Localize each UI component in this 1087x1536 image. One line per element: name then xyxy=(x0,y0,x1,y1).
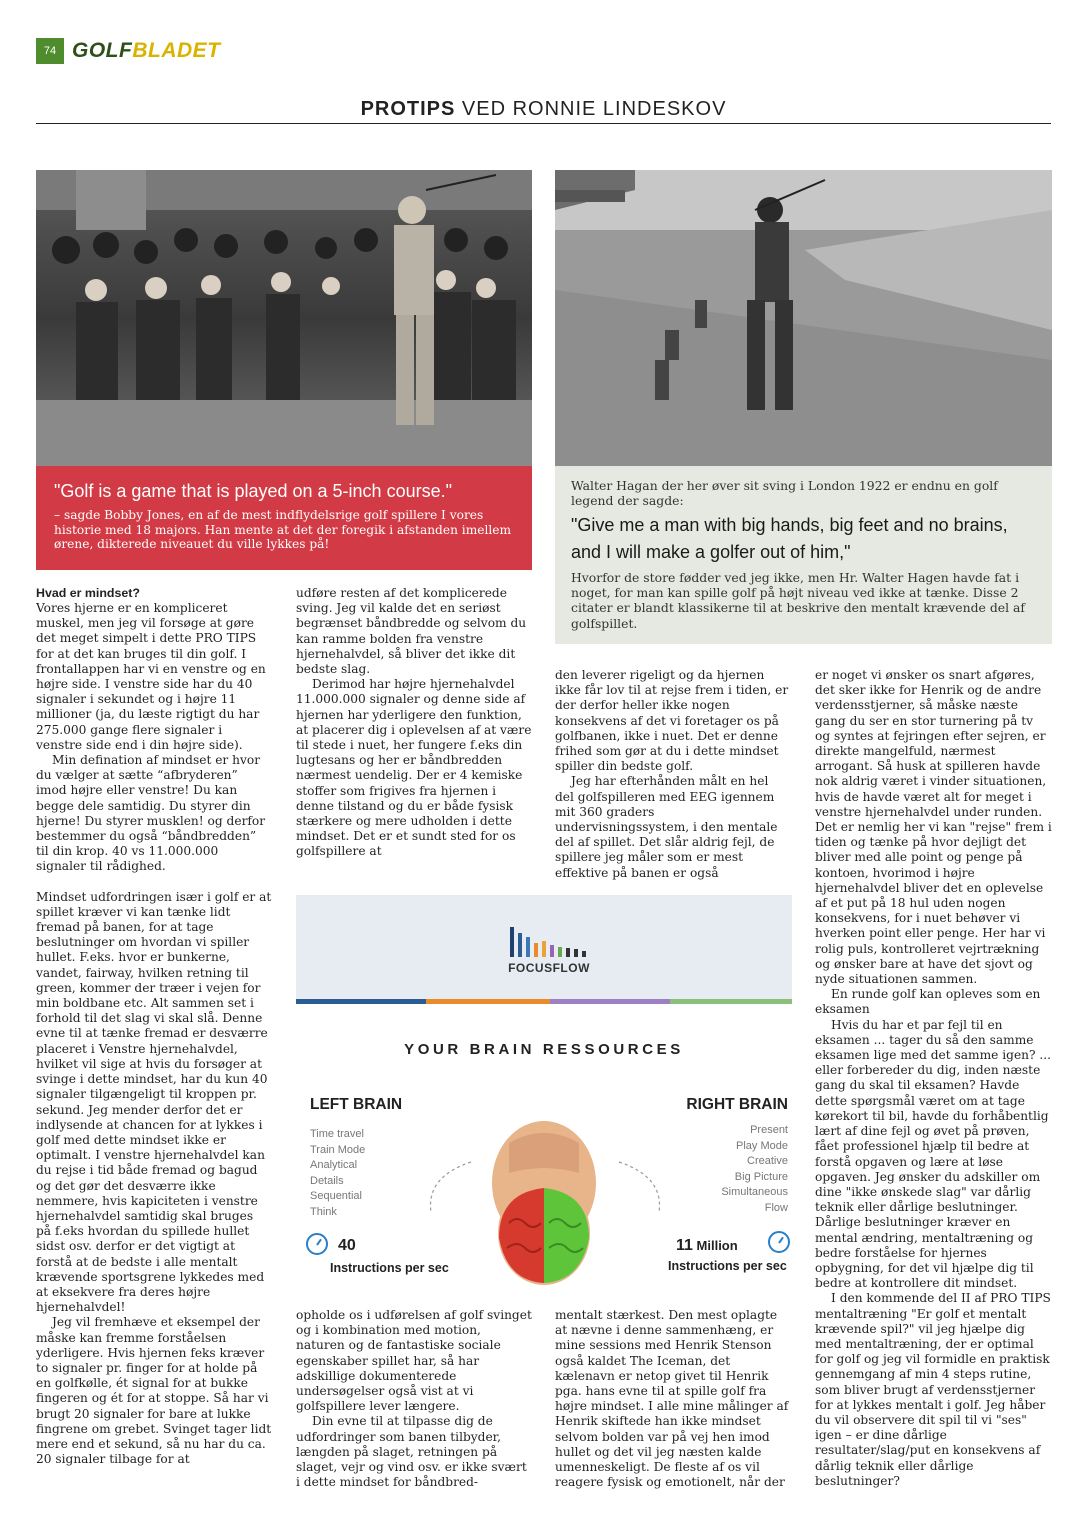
paragraph: Jeg vil fremhæve et eksempel der måske kan fremme forståelsen yderligere. Hvis hjernen feks kræver to signaler pr. finger for at holde på en golfkølle, ét signal for at bukke fingeren og ét for at stoppe. Så har vi brugt 20 signaler for bare at lukke fingrene om grebet. Svinget tager lidt mere end et sekund, så nu har du ca. 20 signaler tilbage for at xyxy=(36,1315,272,1467)
brand-name: FOCUSFLOW xyxy=(508,961,590,975)
quote-box-walter-hagen xyxy=(555,466,1052,644)
paragraph: I den kommende del II af PRO TIPS mentaltræning "Er golf et mentalt krævende spil?" vil jeg hjælpe dig med mentaltræning, der er optimal for golf og jeg vil formidle en praktisk gennemgang af min 4 steps rutine, som bliver brugt af verdensstjerner for at lykkes mentalt i golf. Jeg håber du vil observere dit spil til vi "ses" igen – er dine dårlige resultater/slag/put en konsekvens af dårlig teknik eller dårlige beslutninger? xyxy=(815,1291,1051,1488)
quote-explanation: Hvorfor de store fødder ved jeg ikke, men Hr. Walter Hagen havde fat i noget, for man kan spille golf på højt niveau ved ikke at tænke. Disse 2 citater er blandt klassikerne til at beskrive den mentalt krævende del af golfspillet. xyxy=(571,570,1025,631)
paragraph: Jeg har efterhånden målt en hel del golfspilleren med EEG igennem mit 360 graders undervisningssystem, i den mentale del af spillet. Det slår aldrig fejl, de spillere jeg måler som er mest effektive på banen er også xyxy=(555,774,778,880)
photo-walter-hagen xyxy=(555,170,1052,466)
magazine-logo xyxy=(72,38,221,64)
infographic-headline: YOUR BRAIN RESSOURCES xyxy=(404,1041,684,1058)
brain-head-icon xyxy=(479,1113,609,1288)
left-brain-list xyxy=(310,1127,365,1220)
article-column-3 xyxy=(555,668,791,882)
brain-infographic xyxy=(296,895,792,1295)
article-column-1 xyxy=(36,586,272,1506)
list-item: Sequential xyxy=(310,1190,362,1202)
article-column-3-bottom xyxy=(555,1308,791,1506)
article-column-4 xyxy=(815,668,1052,1506)
right-brain-title: RIGHT BRAIN xyxy=(686,1096,788,1113)
list-item: Details xyxy=(310,1174,344,1187)
paragraph: Min defination af mindset er hvor du vælger at sætte “afbryderen” imod højre eller venstre! Du kan begge dele samtidig. Du styrer din hjerne! Du styrer musklen! og derfor bestemmer du også “båndbredden” til din krop. 40 vs 11.000.000 signaler til rådighed. xyxy=(36,753,266,874)
article-column-2-bottom xyxy=(296,1308,532,1506)
paragraph: Derimod har højre hjernehalvdel 11.000.000 signaler og denne side af hjernen har yderligere den funktion, at placerer dig i oplevelsen af at være til stede i nuet, her fungere f.eks din lugtesans og her er båndbredden nærmest uendelig. Der er 4 kemiske stoffer som frigives fra hjernen i denne tilstand og du er både fysisk stærkere og mere udholden i dette mindset. Det er et sundt sted for os golfspillere at xyxy=(296,677,532,859)
stripe-green xyxy=(670,999,792,1004)
paragraph: opholde os i udførelsen af golf svinget og i kombination med motion, naturen og de fantastiske sociale egenskaber spillet har, så har adskillige dokumenterede undersøgelser også vist at vi golfspillere lever længere. xyxy=(296,1308,532,1414)
logo-bladet: BLADET xyxy=(132,39,221,62)
right-arrow-icon xyxy=(614,1157,674,1217)
quote-text: "Golf is a game that is played on a 5-inch course." xyxy=(54,481,452,501)
section-title-light: VED RONNIE LINDESKOV xyxy=(455,98,727,120)
left-brain-title: LEFT BRAIN xyxy=(310,1096,403,1113)
paragraph: udføre resten af det komplicerede sving. Jeg vil kalde det en seriøst begrænset båndbredde og selvom du kan ramme bolden fra venstre hjernehalvdel, så bliver det ikke dit bedste slag. xyxy=(296,586,527,677)
quote-box-bobby-jones xyxy=(36,466,532,570)
list-item: Flow xyxy=(764,1201,788,1214)
left-brain-rate-label: Instructions per sec xyxy=(330,1261,449,1275)
stopwatch-icon xyxy=(306,1233,328,1255)
paragraph: mentalt stærkest. Den mest oplagte at nævne i denne sammenhæng, er mine sessions med Henrik Stenson også kaldet The Iceman, det kælenavn er netop givet til Henrik pga. hans evne til at spille golf fra højre mindset. I alle mine målinger af Henrik skiftede han ikke mindset selvom bolden var på vej hen imod hullet og det vil jeg næsten kalde umenneskeligt. De fleste af os vil reagere fysisk og emotionelt, når der xyxy=(555,1308,789,1490)
left-arrow-icon xyxy=(416,1157,476,1217)
page-number: 74 xyxy=(36,38,64,64)
list-item: Play Mode xyxy=(736,1139,788,1152)
list-item: Simultaneous xyxy=(721,1186,788,1198)
paragraph: er noget vi ønsker os snart afgøres, det sker ikke for Henrik og de andre verdensstjerner, så måske næste gang du ser en stor turnering på tv og syntes at fejringen efter sejren, er direkte mangelfuld, nærmest arrogant. Så husk at spilleren havde nok aldrig været i vinder situationen, hvis de havde været alt for meget i venstre hjernehalvdel under runden. Det er nemlig her vi kan "rejse" frem i tiden og tænke på hvor dejligt det bliver med alle point og penge på kontoen, hvorimod i højre hjernehalvdel bliver det en oplevelse af et put på 18 hul uden nogen konsekvens, for i nuet behøver vi hverken point eller penge. Her har vi rolig puls, kontrolleret vejrtrækning og ønsker bare at have det sjovt og nyde situationen sammen. xyxy=(815,668,1052,987)
list-item: Creative xyxy=(747,1155,788,1167)
article-column-2 xyxy=(296,586,532,882)
list-item: Present xyxy=(750,1124,788,1136)
quote-intro: Walter Hagan der her øver sit sving i London 1922 er endnu en golf legend der sagde: xyxy=(571,478,998,508)
quote-source: – sagde Bobby Jones, en af de mest indflydelsrige golf spillere I vores historie med 18 majors. Han mente at det der foregik i afstanden imellem ørene, dikterede niveauet du ville lykkes på! xyxy=(54,508,512,551)
stopwatch-icon xyxy=(768,1231,790,1253)
logo-golf: GOLF xyxy=(72,39,133,62)
paragraph: En runde golf kan opleves som en eksamen xyxy=(815,987,1041,1017)
stripe-blue xyxy=(296,999,426,1004)
stripe-orange xyxy=(426,999,550,1004)
paragraph: Mindset udfordringen især i golf er at spillet kræver vi kan tænke lidt fremad på banen, for at tage beslutninger om hvordan vi spiller hullet. F.eks. hvor er bunkerne, vandet, fairway, hvilken retning til green, kommer der træer i vejen for min boldbane etc. Alt sammen set i forhold til det slag vi skal slå. Denne evne til at tænke fremad er desværre placeret i Venstre hjernehalvdel, hvilket vil sige at hvis du forsøger at svinge i dette mindset, har du kun 40 signaler tilgængeligt til kroppen pr. sekund. Jeg mender derfor det er indlysende at chancen for at lykkes i golf med dette mindset ikke er optimalt. I venstre hjernehalvdel kan du rejse i tid både fremad og bagud og det gør det desværre ikke nemmere, hvis kapiciteten i venstre hjernehalvdel samtidig skal bruges på f.eks hvordan du spillede hullet sidst osv. derfor er det vigtigt at forstå at de bedste i alle mentalt krævende sportsgrene lykkedes med at eksekvere fra deres højre hjernehalvdel! xyxy=(36,889,272,1315)
stripe-purple xyxy=(550,999,670,1004)
article-heading: Hvad er mindset? xyxy=(36,586,140,600)
left-brain-number: 40 xyxy=(338,1237,356,1254)
paragraph: Hvis du har et par fejl til en eksamen ... tager du så den samme eksamen lige med det samme igen? ... eller forbereder du dig, inden næste gang du skal til eksamen? Havde dette spørgsmål været om at tage kørekort til bil, havde du forhåbentlig lært af dine fejl og øvet på prøven, fået professionel hjælp til bedre at forstå opgaven og lære at løse opgaven. Jeg ønsker du adskiller om dine "ikke ønskede slag" var dårlig teknik eller dårlige beslutninger. Dårlige beslutninger kræver en mental ændring, mentaltræning og bedre forståelse for hjernes opbygning, for det vil hjælpe dig til bedre at kontrollere dit mindset. xyxy=(815,1017,1052,1291)
right-brain-rate-label: Instructions per sec xyxy=(668,1259,787,1273)
list-item: Analytical xyxy=(310,1159,358,1171)
list-item: Think xyxy=(310,1205,337,1218)
paragraph: Din evne til at tilpasse dig de udfordringer som banen tilbyder, længden på slaget, retningen på slaget, vejr og vind osv. er ikke svært i dette mindset for båndbred- xyxy=(296,1414,527,1490)
paragraph: Vores hjerne er en kompliceret muskel, men jeg vil forsøge at gøre det meget simpelt i dette PRO TIPS for at det kan bruges til din golf. I frontallappen har vi en venstre og en højre side. I venstre side har du 40 signaler i sekundet og i højre 11 millioner (ja, du læste rigtigt du har 275.000 gange flere signaler i venstre side end i din højre side). xyxy=(36,601,266,752)
quote-text: "Give me a man with big hands, big feet and no brains, and I will make a golfer out of him," xyxy=(571,515,1008,562)
paragraph: den leverer rigeligt og da hjernen ikke får lov til at rejse frem i tiden, er der derfor heller ikke nogen konsekvens af det vi foretager os på golfbanen, ikke i nuet. Det er denne frihed som gør at du i dette mindset spiller din bedste golf. xyxy=(555,668,789,774)
right-brain-number: 11 Million xyxy=(676,1237,738,1254)
section-title xyxy=(36,94,1051,124)
list-item: Big Picture xyxy=(734,1170,788,1183)
photo-bobby-jones xyxy=(36,170,532,466)
section-title-bold: PROTIPS xyxy=(360,98,456,120)
right-brain-list xyxy=(721,1123,788,1216)
list-item: Time travel xyxy=(310,1128,364,1140)
list-item: Train Mode xyxy=(310,1143,366,1156)
focusflow-logo-icon xyxy=(510,923,590,957)
